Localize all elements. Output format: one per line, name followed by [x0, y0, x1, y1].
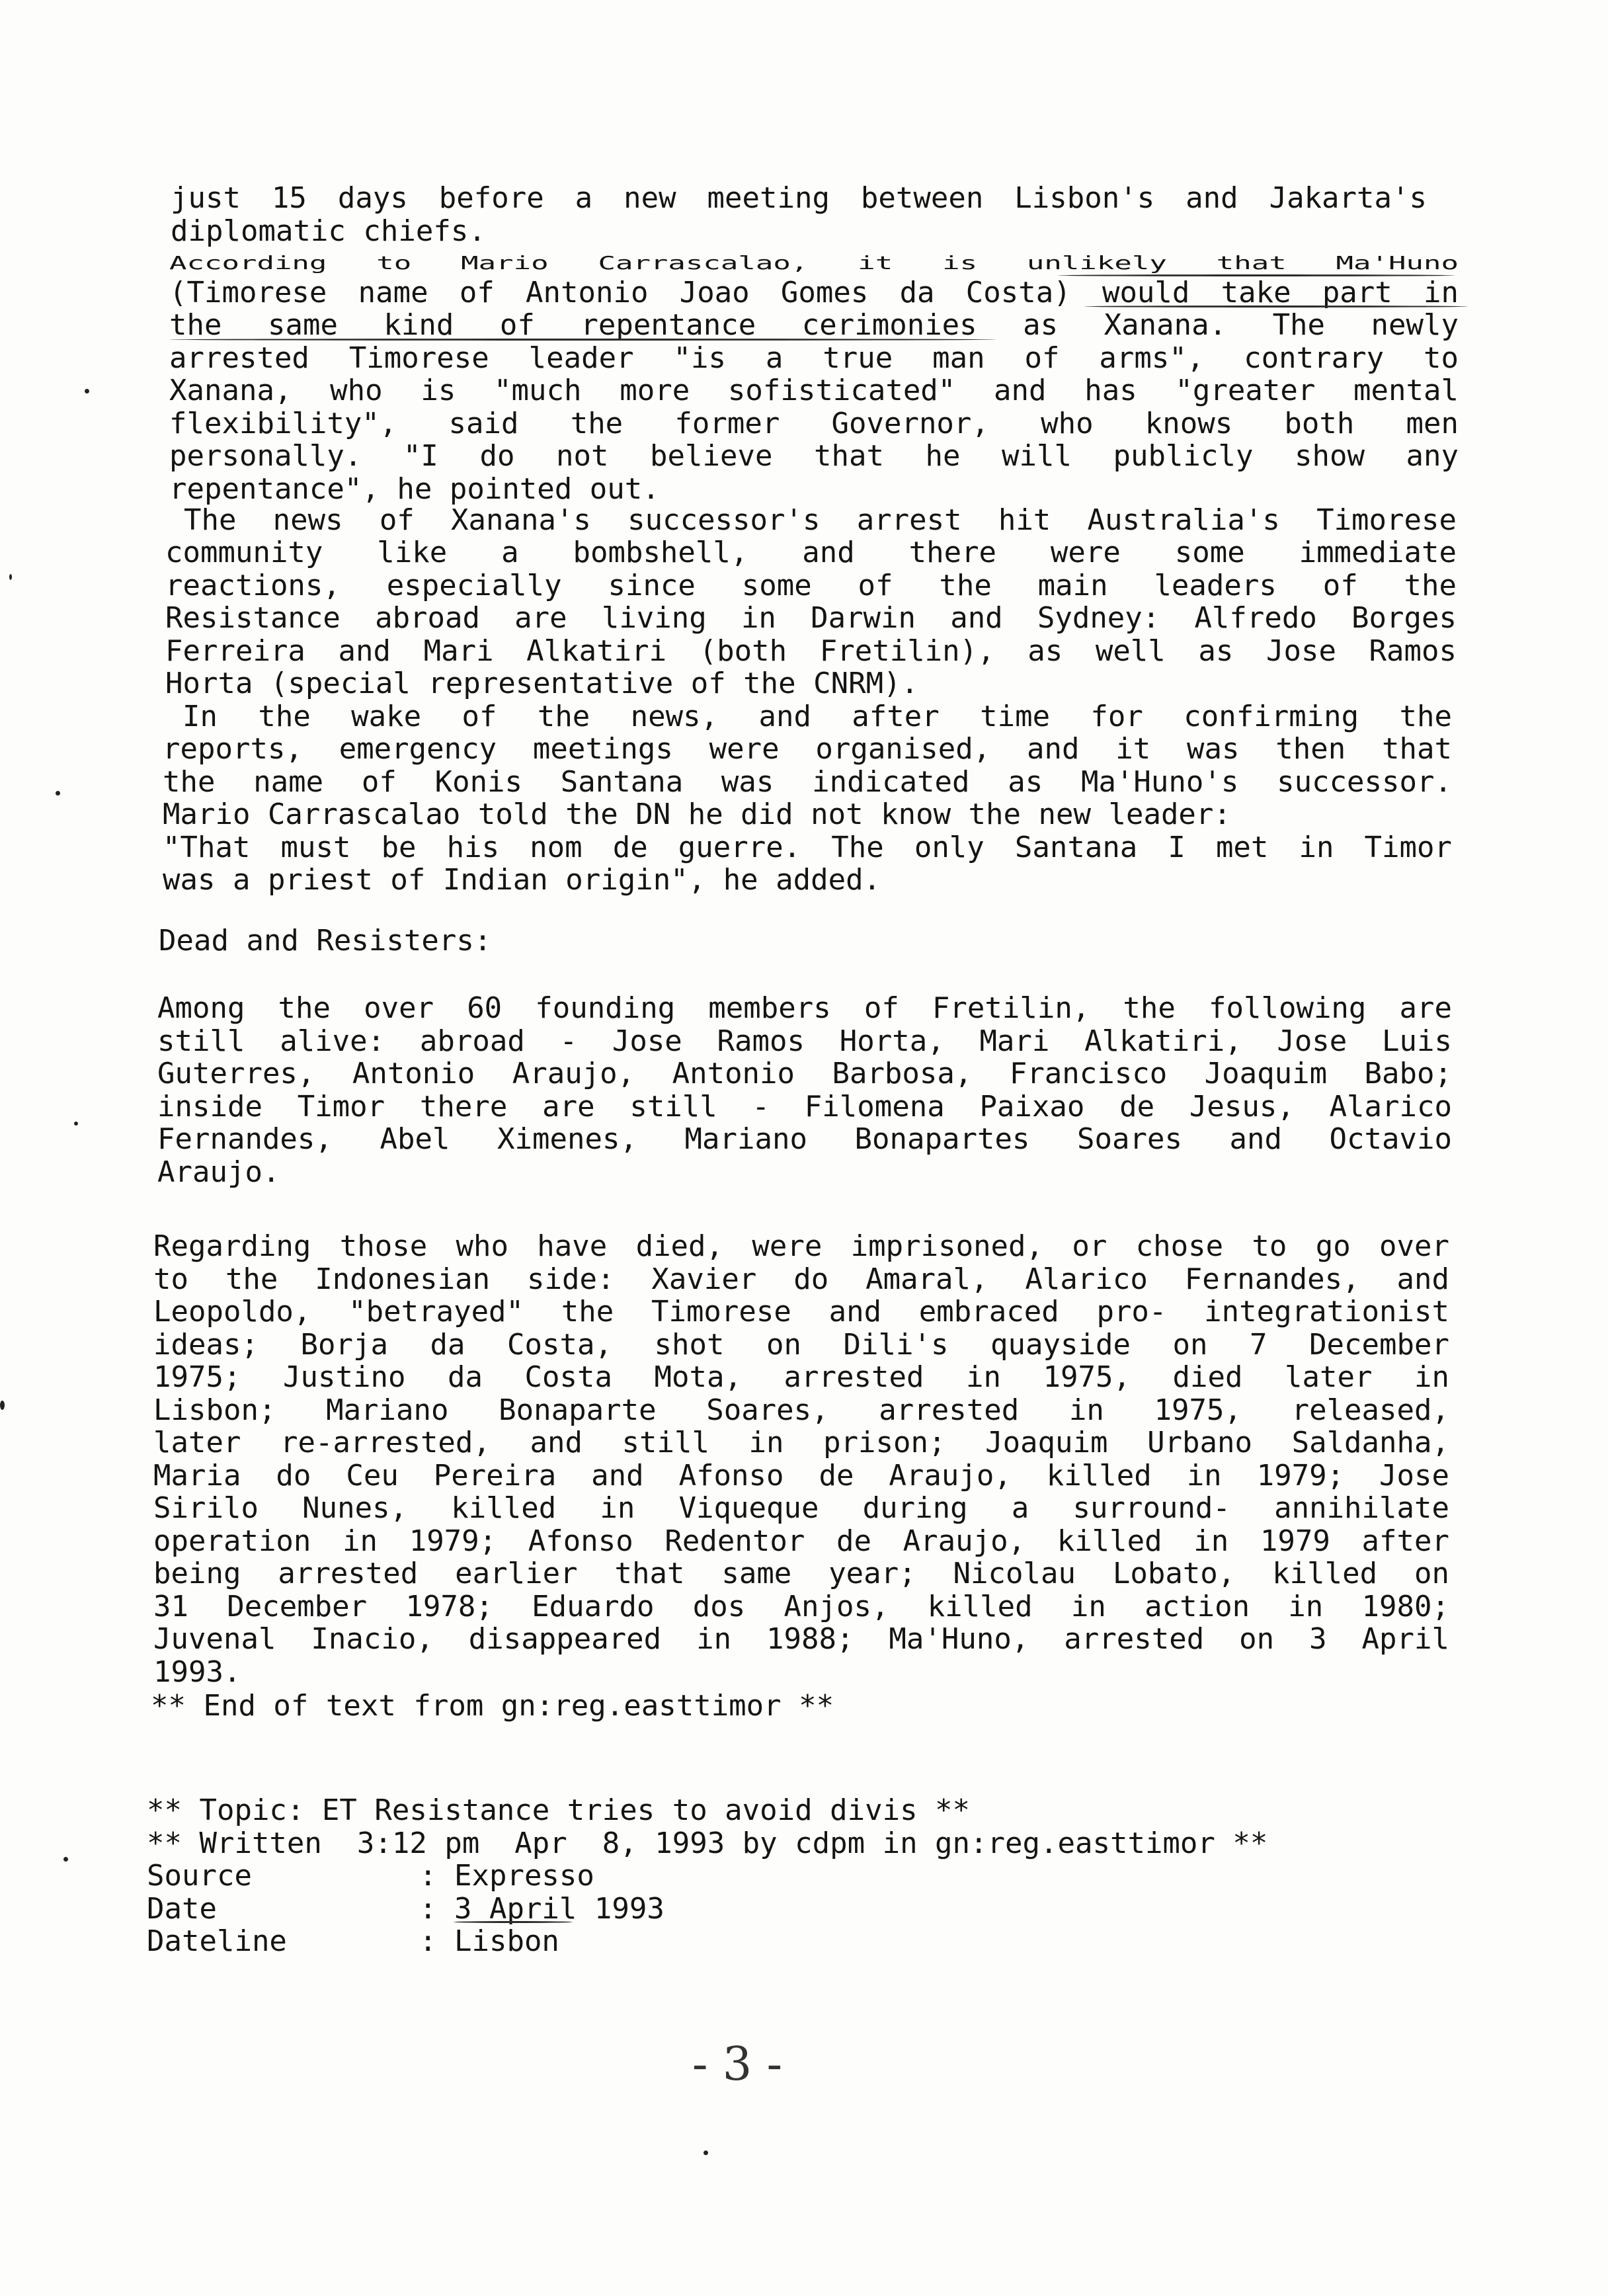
text-line: Leopoldo, "betrayed" the Timorese and embraced pro- integrationist	[153, 1295, 1449, 1329]
heading-text: Dead and Resisters:	[159, 924, 492, 958]
text-line: "That must be his nom de guerre. The only Santana I met in Timor	[163, 830, 1452, 864]
text-line: Juvenal Inacio, disappeared in 1988; Ma'Huno, arrested on 3 April	[153, 1622, 1449, 1656]
message-header	[147, 1794, 1267, 1958]
scan-speck	[63, 1857, 68, 1862]
end-of-text-marker	[151, 1690, 1209, 1723]
field-value: : Lisbon	[419, 1924, 559, 1958]
scan-speck	[56, 791, 60, 796]
scan-speck	[0, 1401, 5, 1410]
paragraph-dead-imprisoned	[153, 1230, 1449, 1688]
source-field	[147, 1860, 1267, 1893]
text-line: Araujo.	[157, 1155, 280, 1189]
paragraph-emergency-meetings-body	[163, 733, 1452, 897]
text-line: Xanana, who is "much more sofisticated" and has "greater mental	[169, 374, 1459, 407]
paragraph-continuation	[171, 182, 1427, 247]
text-line: flexibility", said the former Governor, who knows both men	[169, 406, 1459, 440]
text-line: the same kind of repentance cerimonies as Xanana. The newly	[169, 308, 1459, 342]
text-line: repentance", he pointed out.	[169, 472, 660, 506]
topic-line: ** Topic: ET Resistance tries to avoid divis **	[147, 1793, 971, 1827]
text-line: ideas; Borja da Costa, shot on Dili's quayside on 7 December	[153, 1327, 1449, 1362]
handwritten-underline	[1084, 306, 1468, 308]
paragraph-carrascalao-quote	[169, 243, 1459, 505]
text-line: Maria do Ceu Pereira and Afonso de Araujo, killed in 1979; Jose	[153, 1458, 1449, 1493]
written-line: ** Written 3:12 pm Apr 8, 1993 by cdpm in gn:reg.easttimor **	[147, 1826, 1268, 1860]
text-line: inside Timor there are still - Filomena Paixao de Jesus, Alarico	[157, 1089, 1452, 1124]
text-line: diplomatic chiefs.	[171, 214, 486, 248]
text-line: Lisbon; Mariano Bonaparte Soares, arrested in 1975, released,	[153, 1393, 1449, 1427]
text-line: According to Mario Carrascalao, it is unlikely that Ma'Huno	[169, 253, 1459, 274]
text-line: just 15 days before a new meeting between Lisbon's and Jakarta's	[171, 181, 1427, 215]
text-line: Fernandes, Abel Ximenes, Mariano Bonapartes Soares and Octavio	[157, 1122, 1452, 1156]
paragraph-emergency-meetings	[182, 700, 1452, 733]
text-line: Ferreira and Mari Alkatiri (both Fretilin), as well as Jose Ramos	[165, 634, 1457, 668]
section-heading	[159, 924, 1415, 958]
text-line: reports, emergency meetings were organised, and it was then that	[163, 732, 1452, 766]
field-label: Date	[147, 1891, 217, 1926]
field-value: : 3 April 1993	[419, 1891, 664, 1926]
text-line: 31 December 1978; Eduardo dos Anjos, killed in action in 1980;	[153, 1589, 1449, 1623]
text-line: operation in 1979; Afonso Redentor de Araujo, killed in 1979 after	[153, 1524, 1449, 1558]
text-line: 1993.	[153, 1655, 241, 1689]
paragraph-founding-members	[157, 992, 1452, 1188]
text-line: Mario Carrascalao told the DN he did not know the new leader:	[163, 798, 1231, 831]
paragraph-australia-reaction	[184, 504, 1457, 537]
text-line: Regarding those who have died, were imprisoned, or chose to go over	[153, 1229, 1449, 1263]
handwritten-underline	[169, 339, 996, 341]
scan-speck	[74, 1122, 78, 1126]
text-line: Sirilo Nunes, killed in Viqueque during a surround- annihilate	[153, 1491, 1449, 1525]
page-number: - 3 -	[692, 2037, 783, 2091]
field-value: : Expresso	[419, 1859, 594, 1893]
handwritten-underline	[1058, 274, 1455, 276]
date-field	[147, 1893, 1267, 1926]
text-line: (Timorese name of Antonio Joao Gomes da Costa) would take part in	[169, 275, 1459, 309]
scan-speck	[704, 2151, 708, 2155]
text-line: was a priest of Indian origin", he added.	[163, 863, 881, 897]
text-line: reactions, especially since some of the main leaders of the	[165, 568, 1457, 602]
text-line: The news of Xanana's successor's arrest hit Australia's Timorese	[184, 503, 1457, 537]
text-line: personally. "I do not believe that he will publicly show any	[169, 439, 1459, 473]
field-label: Source	[147, 1859, 252, 1893]
text-line: Horta (special representative of the CNRM).	[165, 667, 919, 700]
text-line: arrested Timorese leader "is a true man of arms", contrary to	[169, 341, 1459, 375]
paragraph-australia-reaction-body	[165, 536, 1457, 700]
text-line: 1975; Justino da Costa Mota, arrested in 1975, died later in	[153, 1360, 1449, 1394]
text-line: ** End of text from gn:reg.easttimor **	[151, 1689, 834, 1723]
text-line: Resistance abroad are living in Darwin and Sydney: Alfredo Borges	[165, 601, 1457, 635]
text-line: Among the over 60 founding members of Fretilin, the following are	[157, 991, 1452, 1025]
handwritten-underline	[454, 1921, 573, 1923]
text-line: still alive: abroad - Jose Ramos Horta, Mari Alkatiri, Jose Luis	[157, 1024, 1452, 1058]
text-line: being arrested earlier that same year; Nicolau Lobato, killed on	[153, 1557, 1449, 1590]
text-line: later re-arrested, and still in prison; Joaquim Urbano Saldanha,	[153, 1426, 1449, 1459]
text-line: the name of Konis Santana was indicated as Ma'Huno's successor.	[163, 764, 1452, 799]
dateline-field	[147, 1925, 1267, 1958]
scan-speck	[85, 389, 89, 393]
field-label: Dateline	[147, 1924, 287, 1958]
scan-speck	[9, 574, 12, 580]
text-line: community like a bombshell, and there were some immediate	[165, 536, 1457, 569]
text-line: In the wake of the news, and after time for confirming the	[182, 700, 1452, 733]
text-line: to the Indonesian side: Xavier do Amaral, Alarico Fernandes, and	[153, 1262, 1449, 1296]
text-line: Guterres, Antonio Araujo, Antonio Barbosa, Francisco Joaquim Babo;	[157, 1057, 1452, 1090]
